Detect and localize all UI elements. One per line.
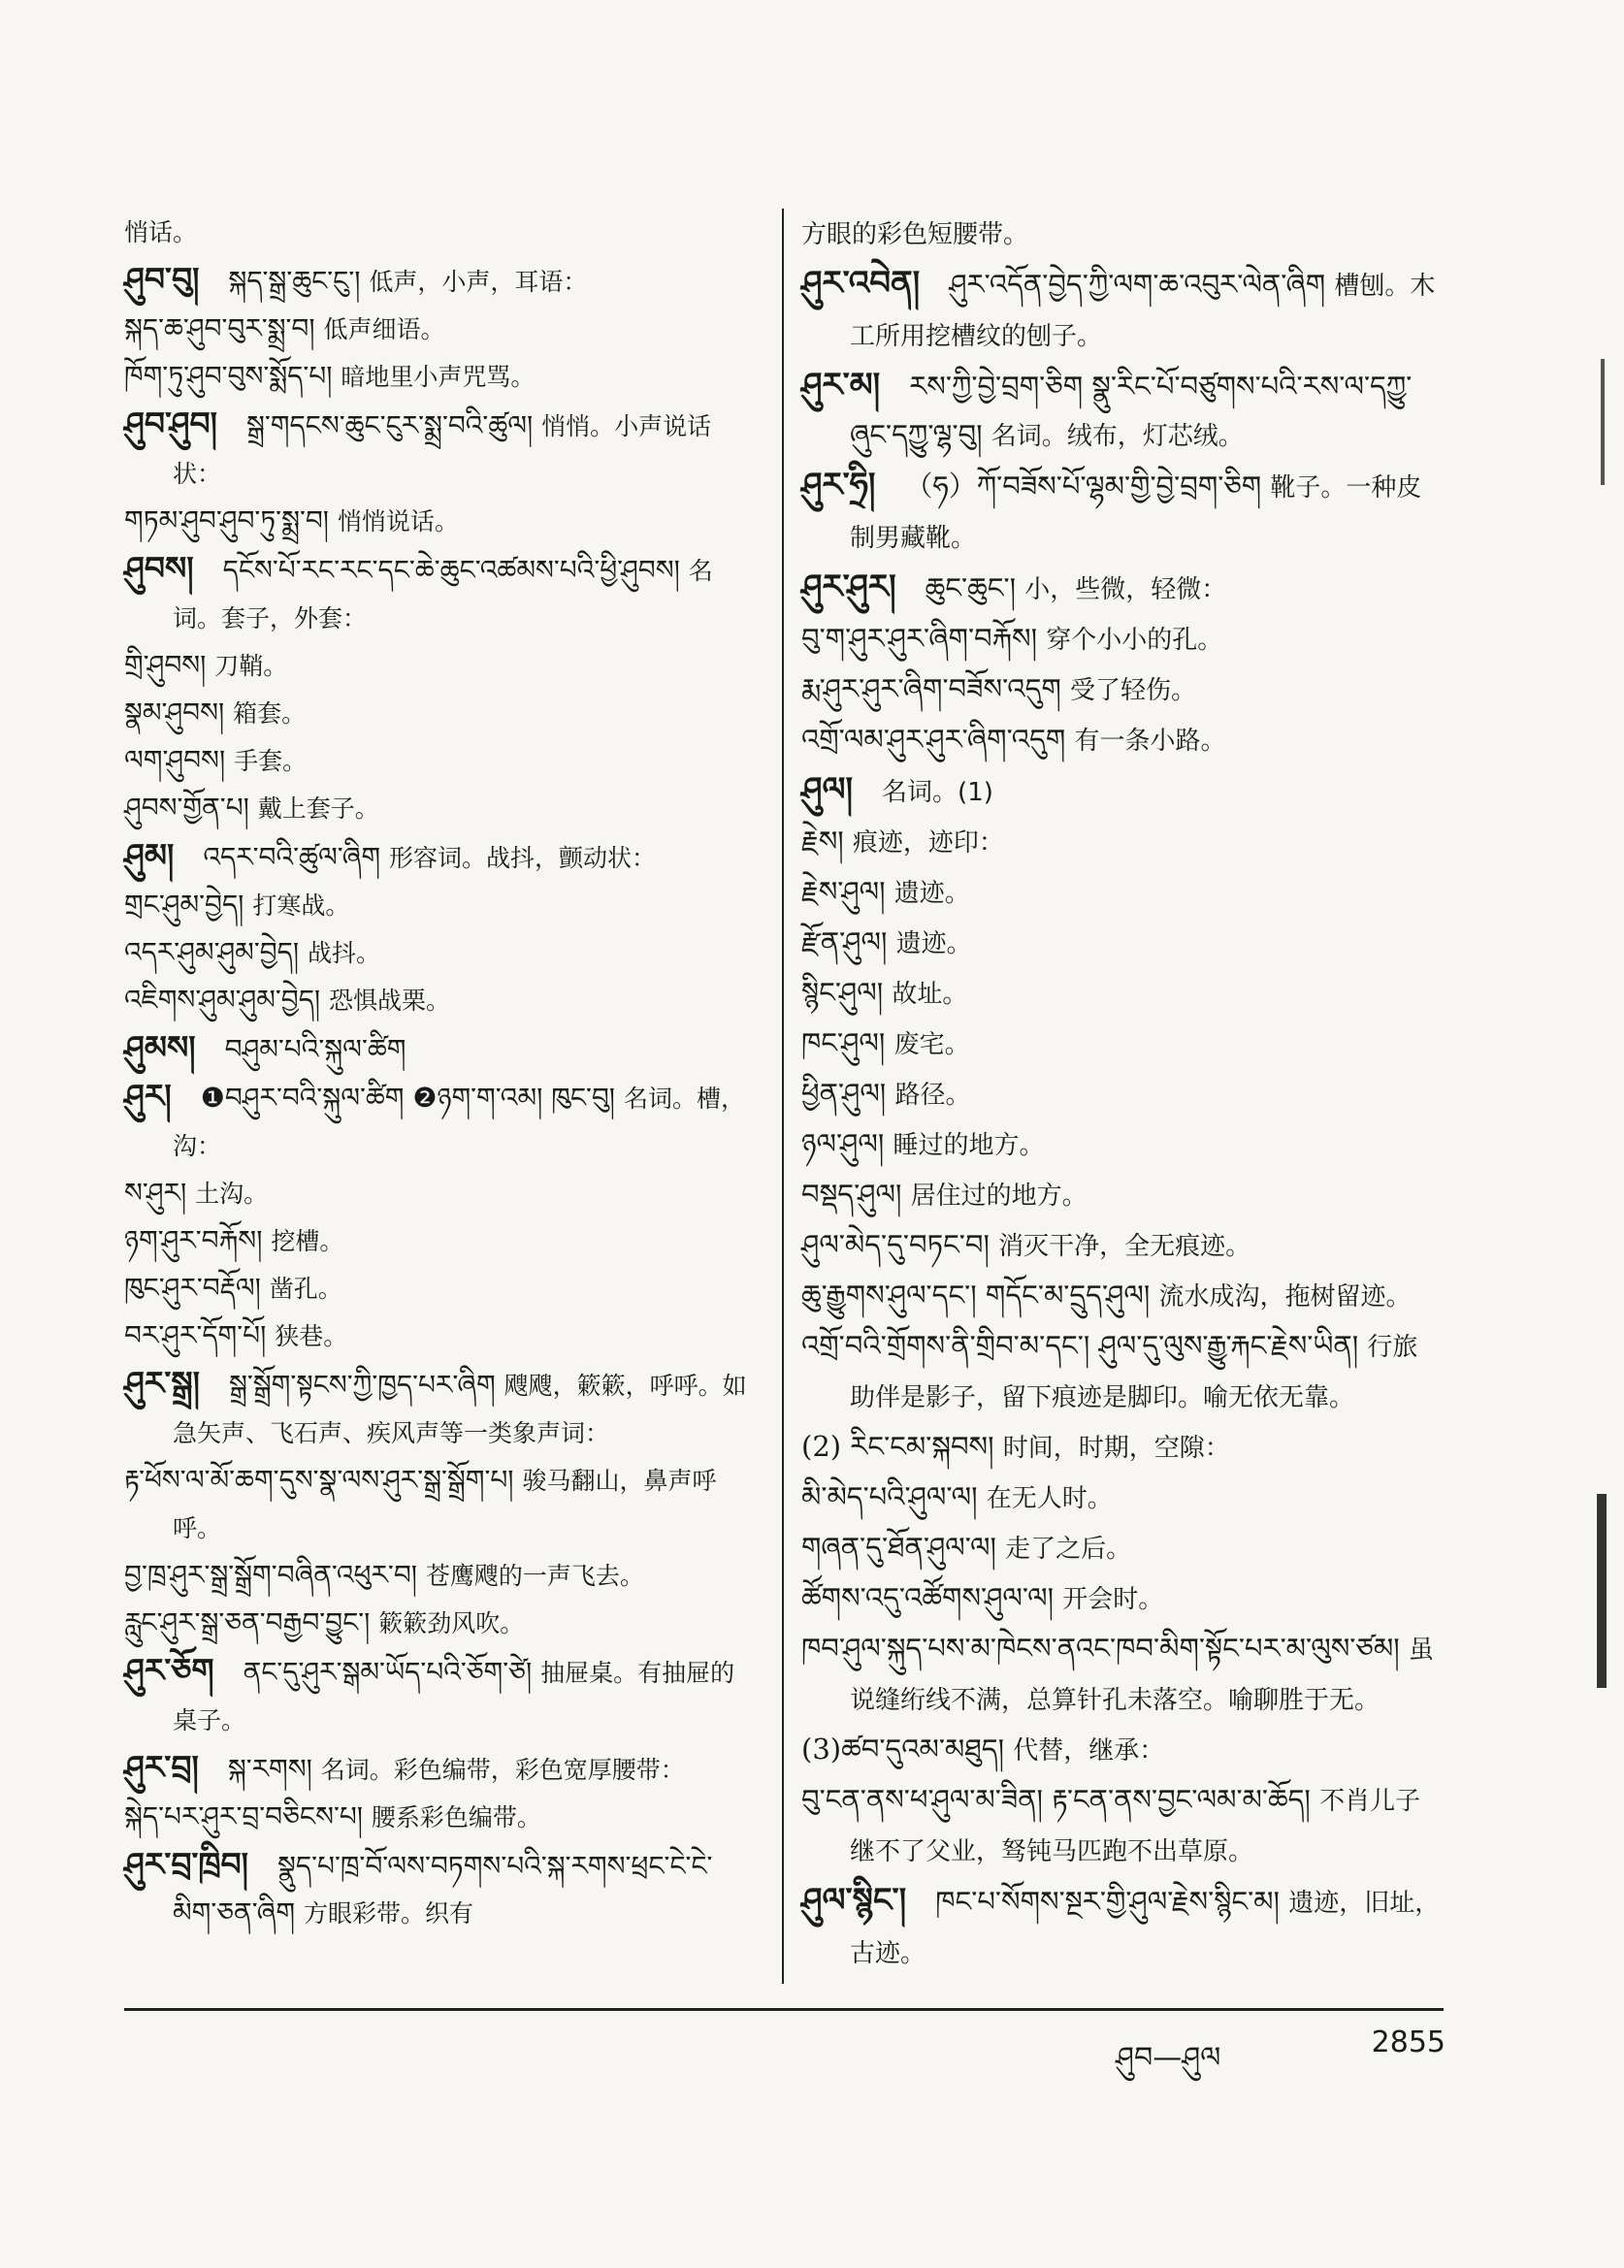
headword: ཤུར་ཧྲི། xyxy=(801,466,876,504)
headword: ཤུལ་སྙིང་། xyxy=(801,1881,907,1920)
entry-continuation xyxy=(801,1119,1442,1170)
entry-continuation xyxy=(124,882,755,929)
headword: ཤུབས། xyxy=(124,549,194,587)
entry-continuation xyxy=(124,642,755,690)
tibetan-text: ཉག་ཤུར་བརྐོས། xyxy=(124,1224,272,1256)
entry-continuation xyxy=(124,209,755,256)
tibetan-text: རྗེས། xyxy=(801,825,853,858)
tibetan-text: བསྡད་ཤུལ། xyxy=(801,1178,911,1211)
chinese-gloss: 箱套。 xyxy=(233,699,307,728)
entry-continuation xyxy=(801,1422,1442,1473)
tibetan-text: སྣུད་པ་ཁྲ་བོ་ལས་བཏགས་པའི་སྐ་རགས་ཕྲང་ངེ་ངེ་མིག་ཅན་ཞིག xyxy=(173,1850,713,1928)
chinese-gloss: 睡过的地方。 xyxy=(893,1131,1045,1160)
tibetan-text: (3)ཚབ་དུའམ་མཐུད། xyxy=(801,1733,1014,1766)
entry-continuation xyxy=(801,209,1442,259)
chinese-gloss: 凿孔。 xyxy=(269,1275,342,1303)
headword: ཤུར་སྒྲ། xyxy=(124,1364,200,1402)
chinese-gloss: 形容词。战抖，颤动状： xyxy=(388,844,656,872)
tibetan-text: སྣམ་ཤུབས། xyxy=(124,697,234,729)
dictionary-entry xyxy=(124,1841,755,1937)
entry-continuation xyxy=(801,1573,1442,1624)
dictionary-entry xyxy=(124,545,755,642)
tibetan-text: འགྲོ་ལམ་ཤུར་ཤུར་ཞིག་འདུག xyxy=(801,723,1075,756)
left-column xyxy=(124,209,755,1937)
tibetan-text: འདར་ཤུམ་ཤུམ་བྱེད། xyxy=(124,936,308,968)
chinese-gloss: 名词。彩色编带，彩色宽厚腰带： xyxy=(320,1756,685,1784)
tibetan-text: རྟ་ཕོས་ལ་མོ་ཆག་དུས་སྣ་ལས་ཤུར་སྒྲ་སྒྲོག་པ། xyxy=(124,1464,523,1496)
chinese-gloss: 戴上套子。 xyxy=(257,794,379,823)
chinese-gloss: 虽说缝绗线不满，总算针孔未落空。喻聊胜于无。 xyxy=(850,1636,1434,1715)
chinese-gloss: 挖槽。 xyxy=(271,1227,344,1255)
chinese-gloss: 有一条小路。 xyxy=(1074,727,1226,756)
entry-continuation xyxy=(801,918,1442,968)
entry-continuation xyxy=(801,1624,1442,1725)
chinese-gloss: 悄话。 xyxy=(124,218,198,246)
chinese-gloss: 簌簌劲风吹。 xyxy=(378,1609,525,1637)
entry-continuation xyxy=(124,306,755,353)
chinese-gloss: 悄悄。小声说话状： xyxy=(173,412,712,488)
chinese-gloss: 名词。套子，外套： xyxy=(173,557,713,632)
chinese-gloss: 行旅助伴是影子，留下痕迹是脚印。喻无依无靠。 xyxy=(850,1333,1418,1412)
entry-continuation xyxy=(801,968,1442,1019)
chinese-gloss: 低声，小声，耳语： xyxy=(369,268,588,296)
chinese-gloss: 开会时。 xyxy=(1062,1585,1164,1614)
entry-continuation xyxy=(124,1265,755,1312)
entry-continuation xyxy=(801,1473,1442,1523)
tibetan-text: ཁང་པ་སོགས་སྔར་གྱི་ཤུལ་རྗེས་སྙིང་མ། xyxy=(935,1885,1289,1918)
tibetan-text: སྐེད་པར་ཤུར་བྲ་བཅིངས་པ། xyxy=(124,1800,372,1832)
tibetan-text: རས་ཀྱི་བྱེ་བྲག་ཅིག སྣུ་རིང་པོ་བཙུགས་པའི་རས་ལ་དཀྱུ་ཞུང་དཀྱུ་ལྷ་བུ། xyxy=(850,370,1413,451)
chinese-gloss: 低声细语。 xyxy=(323,315,445,343)
entry-continuation xyxy=(124,353,755,401)
tibetan-text: བྱ་ཁྲ་ཤུར་སྒྲ་སྒྲོག་བཞིན་འཕུར་བ། xyxy=(124,1559,426,1591)
dictionary-entry xyxy=(124,256,755,306)
page-number: 2855 xyxy=(1371,2025,1445,2059)
headword: ཤུར་འབེན། xyxy=(801,264,921,303)
tibetan-text: མི་མེད་པའི་ཤུལ་ལ། xyxy=(801,1480,987,1513)
tibetan-text: སྐད་ཆ་ཤུབ་བུར་སྨྲ་བ། xyxy=(124,312,324,344)
chinese-gloss: 故址。 xyxy=(892,980,968,1009)
tibetan-text: རྗེས་ཤུལ། xyxy=(801,875,894,908)
binding-edge xyxy=(1597,1494,1607,1688)
chinese-gloss: 靴子。一种皮制男藏靴。 xyxy=(850,473,1422,553)
tibetan-text: ཉལ་ཤུལ། xyxy=(801,1127,893,1160)
chinese-gloss: 名词。(1) xyxy=(882,778,993,807)
chinese-gloss: 抽屉桌。有抽屉的桌子。 xyxy=(173,1659,735,1734)
dictionary-entry xyxy=(124,1073,755,1170)
tibetan-text: གཞན་དུ་ཐོན་ཤུལ་ལ། xyxy=(801,1531,1006,1564)
tibetan-text: སྒྲ་གདངས་ཆུང་ངུར་སྨྲ་བའི་ཚུལ། xyxy=(245,409,542,441)
entry-continuation xyxy=(801,1523,1442,1573)
dictionary-entry xyxy=(801,461,1442,563)
tibetan-text: ས་ཤུར། xyxy=(124,1177,196,1209)
entry-continuation xyxy=(124,977,755,1024)
tibetan-text: སྙིང་ཤུལ། xyxy=(801,976,893,1009)
tibetan-text: ཁང་ཤུལ། xyxy=(801,1026,894,1059)
entry-continuation xyxy=(801,867,1442,918)
dictionary-entry xyxy=(801,361,1442,461)
entry-continuation xyxy=(801,1775,1442,1876)
tibetan-text: སྐད་སྒྲ་ཆུང་ངུ་། xyxy=(228,265,370,297)
tibetan-text: (2) རིང་ངམ་སྐབས། xyxy=(801,1430,1003,1463)
entry-continuation xyxy=(801,817,1442,867)
tibetan-text: འདར་བའི་ཚུལ་ཞིག xyxy=(203,841,389,873)
chinese-gloss: 消灭干净，全无痕迹。 xyxy=(998,1232,1251,1261)
footer-rule xyxy=(124,2008,1444,2011)
chinese-gloss: 受了轻伤。 xyxy=(1070,676,1197,705)
entry-continuation xyxy=(801,664,1442,715)
chinese-gloss: 时间，时期，空隙： xyxy=(1002,1434,1230,1463)
entry-continuation xyxy=(124,1170,755,1217)
tibetan-text: འགྲོ་བའི་གྲོགས་ནི་གྲིབ་མ་དང་། ཤུལ་དུ་ལུས་རྒྱུ་རྐང་རྗེས་ཡིན། xyxy=(801,1329,1368,1362)
chinese-gloss: 手套。 xyxy=(234,747,308,775)
chinese-gloss: 走了之后。 xyxy=(1005,1535,1132,1564)
headword: ཤུམ། xyxy=(124,836,175,874)
chinese-gloss: 小，些微，轻微： xyxy=(1024,575,1227,604)
tibetan-text: བཤུམ་པའི་སྐུལ་ཚིག xyxy=(224,1033,406,1065)
tibetan-text: ཁུང་ཤུར་བརྡོལ། xyxy=(124,1272,270,1304)
dictionary-entry xyxy=(801,765,1442,817)
tibetan-text: སྐ་རགས། xyxy=(227,1753,321,1785)
chinese-gloss: 打寒战。 xyxy=(252,891,350,920)
entry-continuation xyxy=(124,1217,755,1265)
chinese-gloss: 狭巷。 xyxy=(275,1322,348,1350)
chinese-gloss: 苍鹰飕的一声飞去。 xyxy=(425,1562,644,1590)
tibetan-text: ཆུང་ཆུང་། xyxy=(925,571,1025,604)
chinese-gloss: 悄悄说话。 xyxy=(337,507,459,535)
edge-mark xyxy=(1601,359,1605,485)
chinese-gloss: 不肖儿子继不了父业，驽钝马匹跑不出草原。 xyxy=(850,1787,1421,1866)
tibetan-text: ❶བཤུར་བའི་སྐུལ་ཚིག ❷ཉག་ག་འམ། ཁུང་བུ། xyxy=(200,1082,624,1114)
dictionary-entry xyxy=(801,563,1442,614)
tibetan-text: རྫོན་ཤུལ། xyxy=(801,925,896,958)
tibetan-text: ཚོགས་འདུ་འཚོགས་ཤུལ་ལ། xyxy=(801,1581,1063,1614)
chinese-gloss: 战抖。 xyxy=(308,939,381,967)
chinese-gloss: 恐惧战栗。 xyxy=(329,987,451,1015)
entry-continuation xyxy=(801,1019,1442,1069)
tibetan-text: ཤུལ་མེད་དུ་བཏང་བ། xyxy=(801,1228,999,1261)
tibetan-text: ཁོག་ཏུ་ཤུབ་བུས་སྨོད་པ། xyxy=(124,360,341,392)
entry-continuation xyxy=(124,1794,755,1841)
right-column xyxy=(801,209,1442,1978)
tibetan-text: གྲང་ཤུམ་བྱེད། xyxy=(124,889,253,921)
tibetan-text: ཕྱིན་ཤུལ། xyxy=(801,1077,895,1110)
entry-continuation xyxy=(124,690,755,737)
chinese-gloss: 穿个小小的孔。 xyxy=(1046,626,1223,655)
tibetan-text: དངོས་པོ་རང་རང་དང་ཆེ་ཆུང་འཚམས་པའི་ཕྱི་ཤུབས། xyxy=(222,554,689,586)
entry-continuation xyxy=(801,1069,1442,1119)
headword: ཤུམས། xyxy=(124,1028,196,1066)
tibetan-text: ཤུར་འདོན་བྱེད་ཀྱི་ལག་ཆ་འབུར་ལེན་ཞིག xyxy=(949,268,1335,301)
tibetan-text: རླུང་ཤུར་སྒྲ་ཅན་བརྒྱབ་བྱུང་། xyxy=(124,1606,379,1638)
headword: ཤུར་མ། xyxy=(801,366,881,405)
headword: ཤུབ་བུ། xyxy=(124,260,200,298)
chinese-gloss: 土沟。 xyxy=(195,1180,269,1208)
tibetan-text: རྨ་ཤུར་ཤུར་ཞིག་བཟོས་འདུག xyxy=(801,672,1071,705)
tibetan-text: བུ་ག་ཤུར་ཤུར་ཞིག་བརྐོས། xyxy=(801,622,1047,655)
dictionary-entry xyxy=(124,1744,755,1794)
entry-continuation xyxy=(124,929,755,977)
tibetan-text: བུ་ངན་ནས་ཕ་ཤུལ་མ་ཟིན། རྟ་ངན་ནས་བྱང་ལམ་མ་ཆོད། xyxy=(801,1783,1320,1816)
chinese-gloss: 流水成沟，拖树留迹。 xyxy=(1158,1282,1412,1312)
dictionary-entry xyxy=(124,1024,755,1073)
column-divider xyxy=(782,209,784,1984)
dictionary-entry xyxy=(124,1360,755,1457)
tibetan-text: གྲི་ཤུབས། xyxy=(124,649,215,681)
headword: ཤུར་ཅོག xyxy=(124,1651,214,1689)
dictionary-entry xyxy=(801,259,1442,361)
chinese-gloss: 飕飕，簌簌，呼呼。如急矢声、飞石声、疾风声等一类象声词： xyxy=(173,1372,747,1447)
tibetan-text: ཤུབས་གྱོན་པ། xyxy=(124,792,258,824)
entry-continuation xyxy=(801,1725,1442,1775)
entry-continuation xyxy=(801,1170,1442,1220)
entry-continuation xyxy=(124,1312,755,1360)
chinese-gloss: 名词。槽，沟： xyxy=(173,1085,745,1160)
chinese-gloss: 暗地里小声咒骂。 xyxy=(341,363,536,391)
tibetan-text: སྒྲ་སྒྲོག་སྟངས་ཀྱི་ཁྱད་པར་ཞིག xyxy=(228,1369,504,1401)
dictionary-entry xyxy=(801,1876,1442,1978)
guide-words: ཤུབ—ཤུལ xyxy=(1116,2041,1221,2075)
dictionary-entry xyxy=(124,1647,755,1744)
entry-continuation xyxy=(124,1552,755,1600)
chinese-gloss: 遗迹，旧址，古迹。 xyxy=(850,1889,1441,1968)
tibetan-text: ནང་དུ་ཤུར་སྒམ་ཡོད་པའི་ཅོག་ཙེ། xyxy=(243,1656,541,1688)
tibetan-text: འཇིགས་ཤུམ་ཤུམ་བྱེད། xyxy=(124,984,330,1016)
chinese-gloss: 骏马翻山，鼻声呼呼。 xyxy=(173,1467,717,1542)
dictionary-entry xyxy=(124,832,755,882)
entry-continuation xyxy=(801,614,1442,664)
chinese-gloss: 痕迹，迹印： xyxy=(852,828,1004,858)
tibetan-text: ཁབ་ཤུལ་སྐུད་པས་མ་ཁེངས་ནའང་ཁབ་མིག་སྟོང་པར་མ་ལུས་ཙམ། xyxy=(801,1632,1409,1665)
chinese-gloss: 遗迹。 xyxy=(895,929,972,958)
chinese-gloss: 方眼的彩色短腰带。 xyxy=(801,220,1029,249)
entry-continuation xyxy=(801,1220,1442,1271)
entry-continuation xyxy=(801,715,1442,765)
entry-continuation xyxy=(124,785,755,832)
entry-continuation xyxy=(124,1457,755,1552)
entry-continuation xyxy=(801,1271,1442,1321)
entry-continuation xyxy=(124,498,755,545)
chinese-gloss: 刀鞘。 xyxy=(214,652,288,680)
headword: ཤུལ། xyxy=(801,770,854,809)
tibetan-text: （ཧ）ཀོ་བཟོས་པོ་ལྷམ་གྱི་བྱེ་བྲག་ཅིག xyxy=(904,470,1271,502)
chinese-gloss: 槽刨。木工所用挖槽纹的刨子。 xyxy=(850,272,1436,351)
entry-continuation xyxy=(801,1321,1442,1422)
page-footer xyxy=(1116,2025,1445,2107)
entry-continuation xyxy=(124,737,755,785)
chinese-gloss: 居住过的地方。 xyxy=(910,1182,1088,1211)
chinese-gloss: 路径。 xyxy=(894,1081,971,1110)
tibetan-text: བར་ཤུར་དོག་པོ། xyxy=(124,1319,276,1351)
dictionary-entry xyxy=(124,401,755,498)
headword: ཤུར་ཤུར། xyxy=(801,567,896,606)
entry-continuation xyxy=(124,1600,755,1647)
tibetan-text: ལག་ཤུབས། xyxy=(124,744,235,776)
tibetan-text: གཏམ་ཤུབ་ཤུབ་ཏུ་སྨྲ་བ། xyxy=(124,504,338,536)
tibetan-text: ཆུ་རྒྱུགས་ཤུལ་དང་། གདོང་མ་དྲུད་ཤུལ། xyxy=(801,1279,1159,1312)
headword: ཤུར། xyxy=(124,1077,172,1115)
chinese-gloss: 废宅。 xyxy=(893,1030,970,1059)
headword: ཤུབ་ཤུབ། xyxy=(124,405,217,442)
chinese-gloss: 腰系彩色编带。 xyxy=(371,1803,541,1831)
headword: ཤུར་བྲ་ཁྲིབ། xyxy=(124,1845,249,1883)
headword: ཤུར་བྲ། xyxy=(124,1748,199,1786)
chinese-gloss: 方眼彩带。织有 xyxy=(304,1899,474,1928)
chinese-gloss: 代替，继承： xyxy=(1013,1736,1165,1766)
chinese-gloss: 在无人时。 xyxy=(986,1484,1113,1513)
chinese-gloss: 名词。绒布，灯芯绒。 xyxy=(991,422,1244,451)
chinese-gloss: 遗迹。 xyxy=(893,879,970,908)
